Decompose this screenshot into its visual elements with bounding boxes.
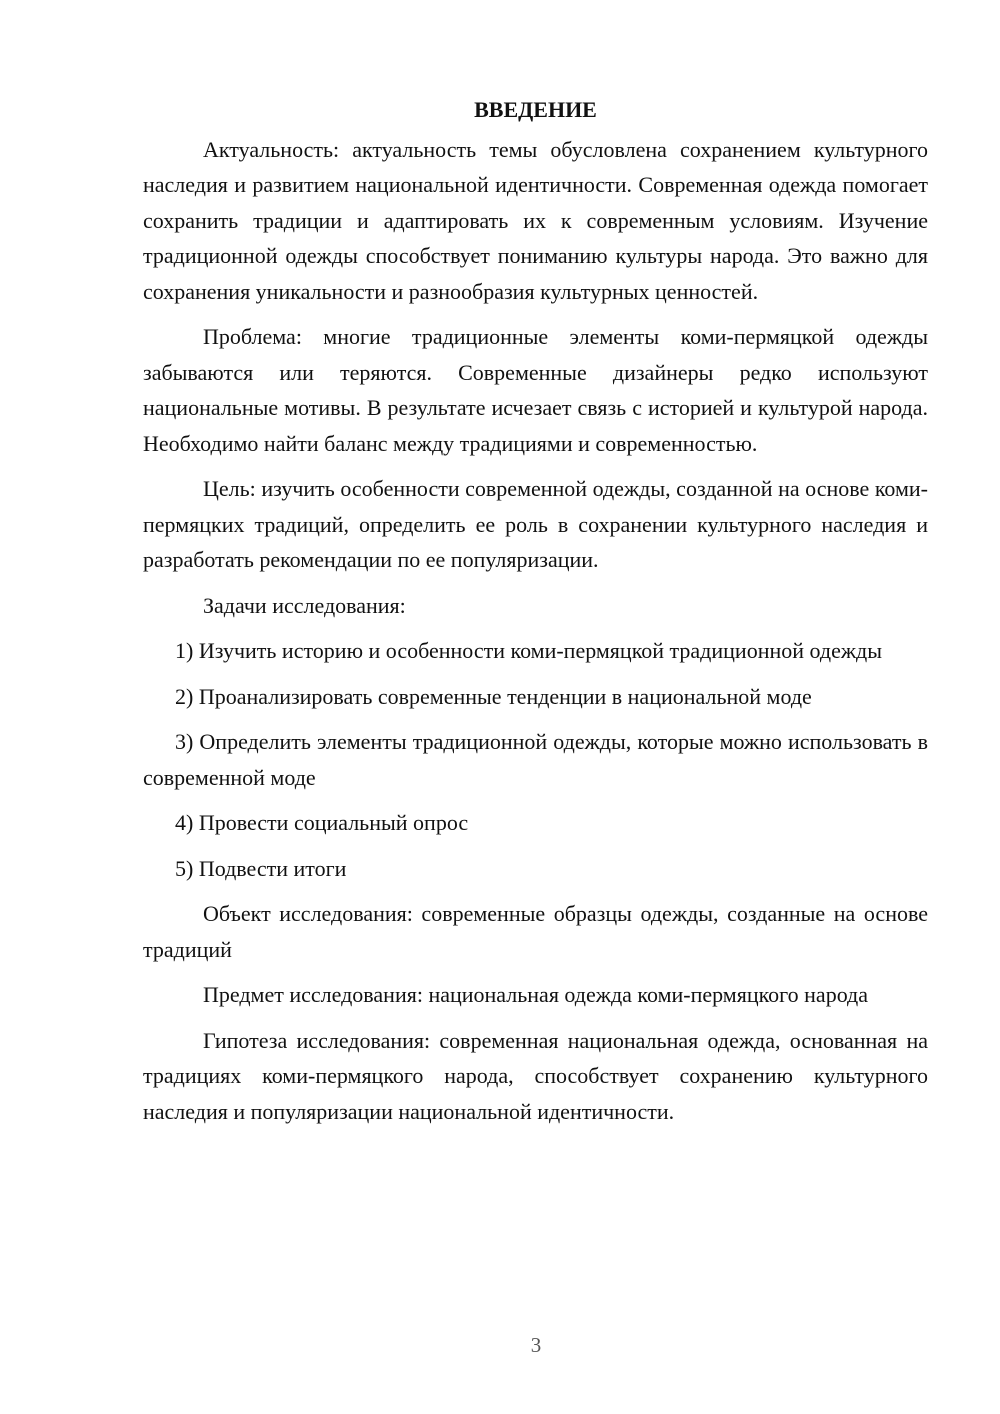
- page-number: 3: [530, 1333, 542, 1357]
- task-item-4: 4) Провести социальный опрос: [175, 810, 469, 835]
- task-item-5: 5) Подвести итоги: [175, 855, 347, 881]
- page-title: ВВЕДЕНИЕ: [474, 97, 597, 122]
- paragraph-goal: Цель: изучить особенности современной одежды, созданной на основе коми-пермяцких традиций, определить ее роль в сохранении культурного наследия и разработать рекомендации по ее популяризации.: [143, 476, 928, 572]
- paragraph-hypothesis: Гипотеза исследования: современная национальная одежда, основанная на традициях коми-пермяцкого народа, способствует сохранению культурного наследия и популяризации национальной идентичности.: [143, 1027, 928, 1124]
- paragraph-subject: Предмет исследования: национальная одежда коми-пермяцкого народа: [203, 982, 869, 1007]
- tasks-heading: Задачи исследования:: [203, 592, 406, 618]
- task-item-2: 2) Проанализировать современные тенденции в национальной моде: [175, 683, 812, 709]
- paragraph-relevance: Актуальность: актуальность темы обусловлена сохранением культурного наследия и развитием национальной идентичности. Современная одежда помогает сохранить традиции и адаптировать их к современным условиям. Изучение традиционной одежды способствует пониманию культуры народа. Это важно для сохранения уникальности и разнообразия культурных ценностей.: [143, 136, 928, 304]
- task-item-3: 3) Определить элементы традиционной одежды, которые можно использовать в современной моде: [143, 729, 928, 790]
- task-item-1: 1) Изучить историю и особенности коми-пермяцкой традиционной одежды: [175, 638, 883, 663]
- document-body: [143, 92, 928, 1139]
- paragraph-object: Объект исследования: современные образцы одежды, созданные на основе традиций: [143, 901, 928, 962]
- paragraph-problem: Проблема: многие традиционные элементы коми-пермяцкой одежды забываются или теряются. Современные дизайнеры редко используют национальные мотивы. В результате исчезает связь с историей и культурой народа. Необходимо найти баланс между традициями и современностью.: [143, 324, 928, 456]
